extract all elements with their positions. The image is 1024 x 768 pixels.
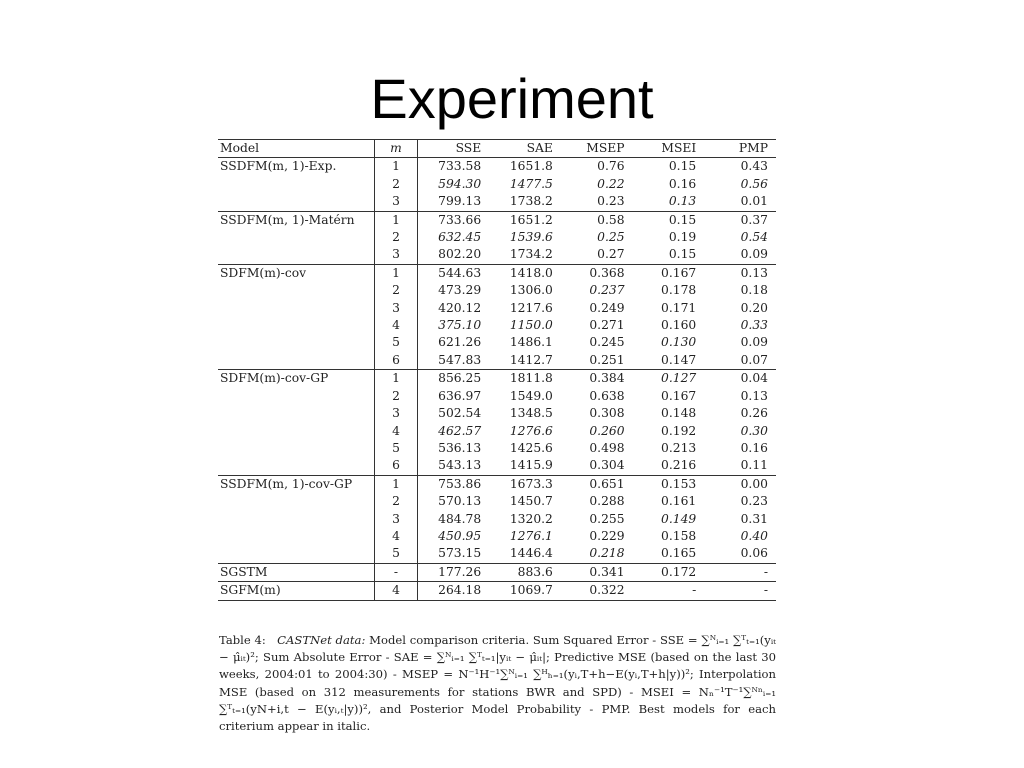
- sae-cell: 1477.5: [509, 176, 553, 191]
- model-name-cell: [218, 246, 375, 264]
- m-cell: 1: [375, 264, 418, 282]
- sae-cell: 1549.0: [509, 388, 553, 403]
- m-cell: 3: [375, 300, 418, 317]
- m-cell: 3: [375, 193, 418, 211]
- m-cell: 2: [375, 493, 418, 510]
- msei-cell: 0.172: [633, 563, 705, 581]
- model-comparison-table: [218, 139, 776, 601]
- model-name-cell: [218, 493, 375, 510]
- model-name-cell: [218, 511, 375, 528]
- msep-cell: 0.27: [597, 247, 625, 262]
- msei-cell: 0.158: [661, 528, 697, 543]
- table-row: [218, 545, 776, 563]
- pmp-cell: -: [704, 582, 776, 600]
- pmp-cell: 0.31: [740, 511, 768, 526]
- pmp-cell: 0.18: [740, 283, 768, 298]
- sae-cell: 1446.4: [509, 546, 553, 561]
- pmp-cell: 0.13: [740, 388, 768, 403]
- header-model: Model: [218, 140, 375, 158]
- sae-cell: 1811.8: [489, 370, 561, 388]
- sse-cell: 733.58: [418, 158, 490, 176]
- table-row: [218, 176, 776, 193]
- model-name-cell: [218, 176, 375, 193]
- m-cell: 5: [375, 440, 418, 457]
- table-row: [218, 423, 776, 440]
- sse-cell: 632.45: [438, 230, 482, 245]
- sae-cell: 1734.2: [509, 247, 553, 262]
- pmp-cell: 0.43: [704, 158, 776, 176]
- msep-cell: 0.304: [589, 458, 625, 473]
- table-row: [218, 440, 776, 457]
- header-sse: SSE: [418, 140, 490, 158]
- sse-cell: 802.20: [438, 247, 482, 262]
- sse-cell: 636.97: [438, 388, 482, 403]
- sae-cell: 1415.9: [509, 458, 553, 473]
- msei-cell: 0.19: [668, 230, 697, 245]
- msep-cell: 0.308: [589, 406, 625, 421]
- msep-cell: 0.229: [589, 528, 625, 543]
- model-name-cell: [218, 440, 375, 457]
- table-row: [218, 300, 776, 317]
- msei-cell: 0.161: [661, 494, 697, 509]
- m-cell: 1: [375, 475, 418, 493]
- sse-cell: 375.10: [438, 318, 482, 333]
- table-row: [218, 388, 776, 405]
- pmp-cell: 0.04: [704, 370, 776, 388]
- model-name-cell: [218, 317, 375, 334]
- msei-cell: 0.15: [633, 158, 705, 176]
- sse-cell: 621.26: [438, 335, 482, 350]
- msei-cell: 0.127: [633, 370, 705, 388]
- caption-label: Table 4:: [219, 633, 266, 647]
- sse-cell: 420.12: [438, 300, 482, 315]
- model-name-cell: [218, 457, 375, 475]
- m-cell: 4: [375, 317, 418, 334]
- sae-cell: 1450.7: [509, 494, 553, 509]
- msep-cell: 0.638: [589, 388, 625, 403]
- sae-cell: 1539.6: [509, 230, 553, 245]
- m-cell: 1: [375, 211, 418, 229]
- sse-cell: 799.13: [438, 194, 482, 209]
- model-name-cell: SGFM(m): [218, 582, 375, 600]
- sae-cell: 1425.6: [509, 440, 553, 455]
- msep-cell: 0.58: [561, 211, 633, 229]
- table-row: [218, 211, 776, 229]
- header-msep: MSEP: [561, 140, 633, 158]
- model-name-cell: [218, 545, 375, 563]
- sae-cell: 1217.6: [509, 300, 553, 315]
- pmp-cell: 0.30: [740, 423, 768, 438]
- msei-cell: 0.216: [661, 458, 697, 473]
- sse-cell: 856.25: [418, 370, 490, 388]
- header-m: m: [375, 140, 418, 158]
- msep-cell: 0.384: [561, 370, 633, 388]
- msep-cell: 0.25: [597, 230, 625, 245]
- msep-cell: 0.322: [561, 582, 633, 600]
- sse-cell: 450.95: [438, 528, 482, 543]
- pmp-cell: 0.01: [740, 194, 768, 209]
- table-row: [218, 405, 776, 422]
- table-row: [218, 317, 776, 334]
- table-row: [218, 582, 776, 600]
- model-name-cell: [218, 352, 375, 370]
- sae-cell: 1418.0: [489, 264, 561, 282]
- model-name-cell: SSDFM(m, 1)-Exp.: [218, 158, 375, 176]
- m-cell: 2: [375, 229, 418, 246]
- table-row: [218, 334, 776, 351]
- sae-cell: 1276.1: [509, 528, 553, 543]
- model-name-cell: SSDFM(m, 1)-Matérn: [218, 211, 375, 229]
- sae-cell: 1673.3: [489, 475, 561, 493]
- sse-cell: 473.29: [438, 283, 482, 298]
- m-cell: 2: [375, 388, 418, 405]
- model-name-cell: [218, 334, 375, 351]
- sae-cell: 1069.7: [489, 582, 561, 600]
- sse-cell: 544.63: [418, 264, 490, 282]
- m-cell: 1: [375, 370, 418, 388]
- sse-cell: 753.86: [418, 475, 490, 493]
- sae-cell: 1320.2: [509, 511, 553, 526]
- m-cell: 3: [375, 405, 418, 422]
- table-caption: [219, 632, 776, 735]
- sae-cell: 1276.6: [509, 423, 553, 438]
- table-header-row: [218, 140, 776, 158]
- pmp-cell: 0.16: [740, 440, 768, 455]
- header-sae: SAE: [489, 140, 561, 158]
- pmp-cell: 0.09: [740, 335, 768, 350]
- msei-cell: 0.148: [661, 406, 697, 421]
- sae-cell: 1651.8: [489, 158, 561, 176]
- msei-cell: 0.160: [661, 318, 697, 333]
- msei-cell: 0.15: [668, 247, 697, 262]
- msei-cell: 0.149: [661, 511, 697, 526]
- m-cell: 6: [375, 457, 418, 475]
- pmp-cell: 0.13: [704, 264, 776, 282]
- msei-cell: 0.153: [633, 475, 705, 493]
- pmp-cell: 0.40: [740, 528, 768, 543]
- msep-cell: 0.23: [597, 194, 625, 209]
- table-row: [218, 457, 776, 475]
- slide-title: Experiment: [370, 67, 654, 130]
- sse-cell: 733.66: [418, 211, 490, 229]
- table-row: [218, 563, 776, 581]
- pmp-cell: 0.33: [740, 318, 768, 333]
- m-cell: 4: [375, 582, 418, 600]
- msep-cell: 0.368: [561, 264, 633, 282]
- model-name-cell: [218, 405, 375, 422]
- sse-cell: 536.13: [438, 440, 482, 455]
- table-row: [218, 528, 776, 545]
- msep-cell: 0.218: [589, 546, 625, 561]
- header-msei: MSEI: [633, 140, 705, 158]
- msei-cell: 0.213: [661, 440, 697, 455]
- sse-cell: 573.15: [438, 546, 482, 561]
- pmp-cell: 0.11: [740, 458, 768, 473]
- sse-cell: 594.30: [438, 176, 482, 191]
- table-row: [218, 158, 776, 176]
- table-row: [218, 229, 776, 246]
- msep-cell: 0.251: [589, 352, 625, 367]
- table-row: [218, 493, 776, 510]
- m-cell: 4: [375, 528, 418, 545]
- model-name-cell: SSDFM(m, 1)-cov-GP: [218, 475, 375, 493]
- pmp-cell: -: [704, 563, 776, 581]
- sse-cell: 547.83: [438, 352, 482, 367]
- pmp-cell: 0.23: [740, 494, 768, 509]
- sse-cell: 570.13: [438, 494, 482, 509]
- sae-cell: 1486.1: [509, 335, 553, 350]
- sae-cell: 1348.5: [509, 406, 553, 421]
- sse-cell: 484.78: [438, 511, 482, 526]
- table-row: [218, 246, 776, 264]
- msei-cell: 0.167: [633, 264, 705, 282]
- pmp-cell: 0.00: [704, 475, 776, 493]
- model-name-cell: [218, 528, 375, 545]
- msep-cell: 0.245: [589, 335, 625, 350]
- msei-cell: 0.167: [661, 388, 697, 403]
- msep-cell: 0.341: [561, 563, 633, 581]
- msep-cell: 0.22: [597, 176, 625, 191]
- msep-cell: 0.288: [589, 494, 625, 509]
- msei-cell: 0.147: [661, 352, 697, 367]
- header-pmp: PMP: [704, 140, 776, 158]
- msei-cell: 0.13: [668, 194, 697, 209]
- msei-cell: 0.192: [661, 423, 697, 438]
- pmp-cell: 0.20: [740, 300, 768, 315]
- pmp-cell: 0.09: [740, 247, 768, 262]
- model-name-cell: [218, 423, 375, 440]
- table-row: [218, 511, 776, 528]
- table-row: [218, 370, 776, 388]
- sae-cell: 1306.0: [509, 283, 553, 298]
- pmp-cell: 0.56: [740, 176, 768, 191]
- msep-cell: 0.260: [589, 423, 625, 438]
- msep-cell: 0.498: [589, 440, 625, 455]
- model-name-cell: [218, 282, 375, 299]
- msep-cell: 0.249: [589, 300, 625, 315]
- table-row: [218, 282, 776, 299]
- pmp-cell: 0.26: [740, 406, 768, 421]
- sse-cell: 177.26: [418, 563, 490, 581]
- msei-cell: 0.165: [661, 546, 697, 561]
- msep-cell: 0.255: [589, 511, 625, 526]
- msei-cell: 0.15: [633, 211, 705, 229]
- sae-cell: 1651.2: [489, 211, 561, 229]
- sae-cell: 1738.2: [509, 194, 553, 209]
- model-name-cell: SGSTM: [218, 563, 375, 581]
- sae-cell: 1412.7: [509, 352, 553, 367]
- msep-cell: 0.271: [589, 318, 625, 333]
- model-name-cell: [218, 229, 375, 246]
- model-name-cell: [218, 193, 375, 211]
- m-cell: 5: [375, 334, 418, 351]
- table-row: [218, 475, 776, 493]
- table-row: [218, 193, 776, 211]
- table-row: [218, 264, 776, 282]
- m-cell: 3: [375, 246, 418, 264]
- model-name-cell: SDFM(m)-cov: [218, 264, 375, 282]
- pmp-cell: 0.37: [704, 211, 776, 229]
- msep-cell: 0.237: [589, 283, 625, 298]
- msei-cell: 0.171: [661, 300, 697, 315]
- msep-cell: 0.76: [561, 158, 633, 176]
- m-cell: 2: [375, 176, 418, 193]
- caption-text: Model comparison criteria. Sum Squared Error - SSE = ∑ᴺᵢ₌₁ ∑ᵀₜ₌₁(yᵢₜ − μ̂ᵢₜ)²; Sum Absolute Error - SAE = ∑ᴺᵢ₌₁ ∑ᵀₜ₌₁|yᵢₜ − μ̂ᵢₜ|; Predictive MSE (based on the last 30 weeks, 2004:01 to 2004:30) - MSEP = N⁻¹H⁻¹∑ᴺᵢ₌₁ ∑ᴴₕ₌₁(yᵢ,T+h−E(yᵢ,T+h|y))²; Interpolation MSE (based on 312 measurements for stations BWR and SPD) - MSEI = Nₙ⁻¹T⁻¹∑ᴺⁿᵢ₌₁ ∑ᵀₜ₌₁(yN+i,t − E(yᵢ,ₜ|y))², and Posterior Model Probability - PMP. Best models for each criterium appear in italic.: [219, 633, 777, 734]
- sse-cell: 264.18: [418, 582, 490, 600]
- pmp-cell: 0.54: [740, 230, 768, 245]
- msei-cell: 0.130: [661, 335, 697, 350]
- msei-cell: 0.16: [668, 176, 697, 191]
- m-cell: 6: [375, 352, 418, 370]
- model-name-cell: SDFM(m)-cov-GP: [218, 370, 375, 388]
- m-cell: 5: [375, 545, 418, 563]
- m-cell: 1: [375, 158, 418, 176]
- pmp-cell: 0.06: [740, 546, 768, 561]
- msei-cell: 0.178: [661, 283, 697, 298]
- model-name-cell: [218, 300, 375, 317]
- msep-cell: 0.651: [561, 475, 633, 493]
- sse-cell: 462.57: [438, 423, 482, 438]
- pmp-cell: 0.07: [740, 352, 768, 367]
- model-name-cell: [218, 388, 375, 405]
- m-cell: -: [375, 563, 418, 581]
- msei-cell: -: [633, 582, 705, 600]
- sae-cell: 1150.0: [509, 318, 553, 333]
- caption-subject: CASTNet data:: [277, 633, 366, 647]
- sae-cell: 883.6: [489, 563, 561, 581]
- m-cell: 3: [375, 511, 418, 528]
- sse-cell: 543.13: [438, 458, 482, 473]
- m-cell: 4: [375, 423, 418, 440]
- sse-cell: 502.54: [438, 406, 482, 421]
- m-cell: 2: [375, 282, 418, 299]
- table-row: [218, 352, 776, 370]
